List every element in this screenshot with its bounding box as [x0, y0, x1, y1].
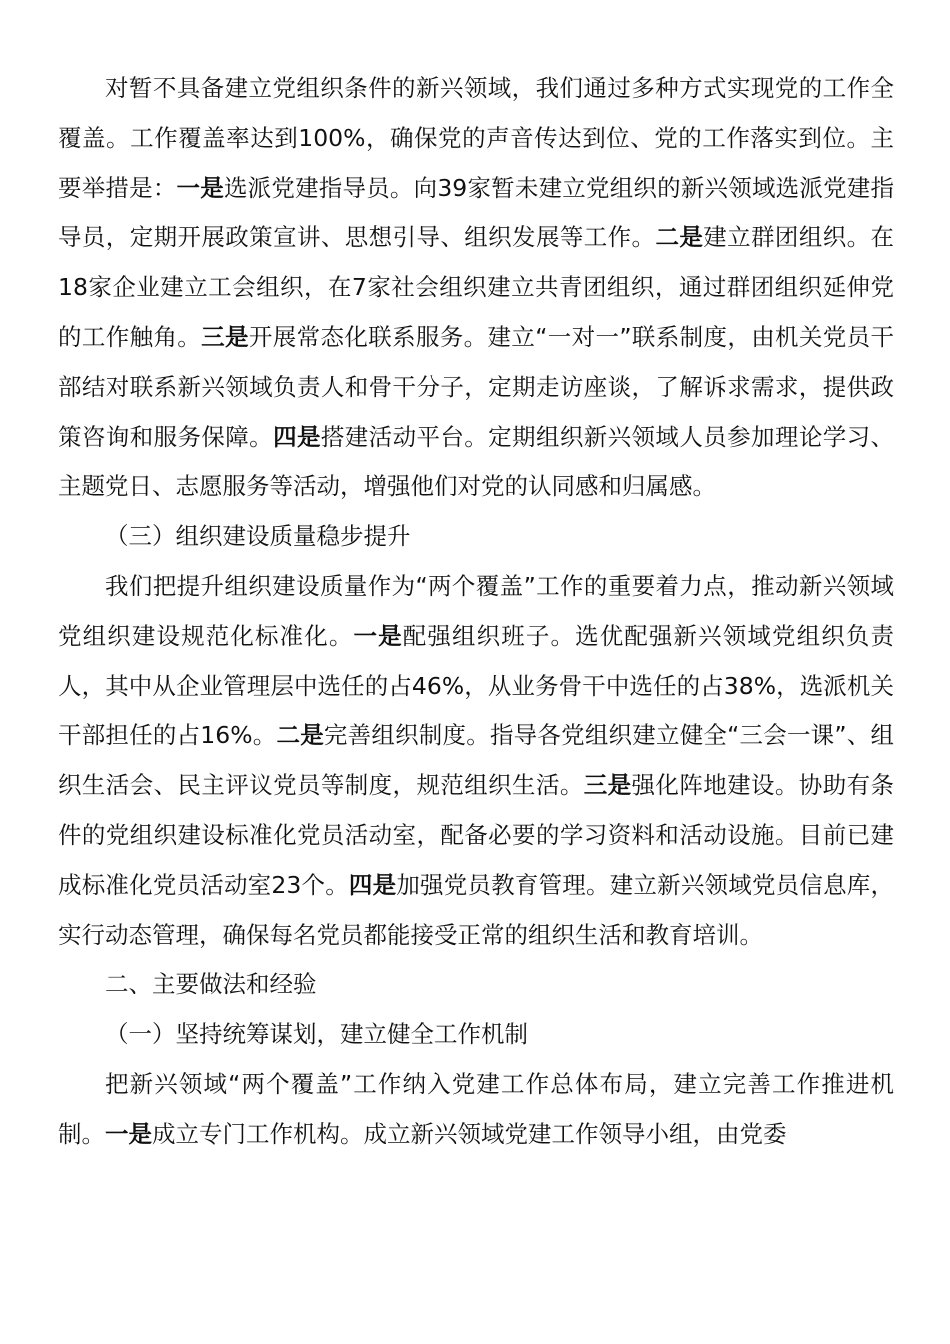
- text-span: 把新兴领域“两个覆盖”工作纳入党建工作总体布局，建立完善工作推进机制。: [58, 1069, 894, 1148]
- text-span: 强化阵地建设。协助有条件的党组织建设标准化党员活动室，配备必要的学习资料和活动设施。目前已建成标准化党员活动室23个。: [58, 771, 895, 899]
- document-page: [58, 64, 894, 1160]
- bold-marker: 四是: [273, 422, 321, 451]
- bold-marker: 三是: [583, 771, 632, 800]
- text-span: 完善组织制度。指导各党组织建立健全“三会一课”、组织生活会、民主评议党员等制度，规范组织生活。: [58, 721, 894, 800]
- text-span: 成立专门工作机构。成立新兴领域党建工作领导小组，由党委: [152, 1119, 787, 1148]
- paragraph-work-coverage: [58, 64, 894, 512]
- text-span: 开展常态化联系服务。建立“一对一”联系制度，由机关党员干部结对联系新兴领域负责人和骨干分子，定期走访座谈，了解诉求需求，提供政策咨询和服务保障。: [58, 322, 895, 451]
- section-heading-main-practices: 二、主要做法和经验: [105, 970, 317, 999]
- text-span: 我们把提升组织建设质量作为“两个覆盖”工作的重要着力点，推动新兴领域党组织建设规范化标准化。: [58, 571, 894, 650]
- text-span: 加强党员教育管理。建立新兴领域党员信息库，实行动态管理，确保每名党员都能接受正常的组织生活和教育培训。: [58, 870, 895, 949]
- text-span: 对暂不具备建立党组织条件的新兴领域，我们通过多种方式实现党的工作全覆盖。工作覆盖率达到100%，确保党的声音传达到位、党的工作落实到位。主要举措是：: [58, 74, 894, 202]
- bold-marker: 二是: [276, 721, 324, 750]
- paragraph-organization-quality: [58, 562, 894, 960]
- text-span: 配强组织班子。选优配强新兴领域党组织负责人，其中从企业管理层中选任的占46%，从业务骨干中选任的占38%，选派机关干部担任的占16%。: [58, 621, 895, 750]
- text-span: 搭建活动平台。定期组织新兴领域人员参加理论学习、主题党日、志愿服务等活动，增强他们对党的认同感和归属感。: [58, 422, 895, 501]
- text-span: 建立群团组织。在18家企业建立工会组织，在7家社会组织建立共青团组织，通过群团组织延伸党的工作触角。: [58, 223, 895, 351]
- bold-marker: 一是: [176, 173, 224, 202]
- bold-marker: 一是: [353, 621, 403, 650]
- text-span: 选派党建指导员。向39家暂未建立党组织的新兴领域选派党建指导员，定期开展政策宣讲、思想引导、组织发展等工作。: [58, 173, 895, 252]
- bold-marker: 一是: [105, 1119, 152, 1148]
- section-heading-overall-planning: （一）坚持统筹谋划，建立健全工作机制: [105, 1020, 528, 1049]
- section-heading-organization-quality: （三）组织建设质量稳步提升: [105, 522, 411, 551]
- bold-marker: 二是: [655, 223, 704, 252]
- bold-marker: 三是: [201, 322, 249, 351]
- bold-marker: 四是: [348, 870, 397, 899]
- paragraph-overall-planning: [58, 1060, 894, 1160]
